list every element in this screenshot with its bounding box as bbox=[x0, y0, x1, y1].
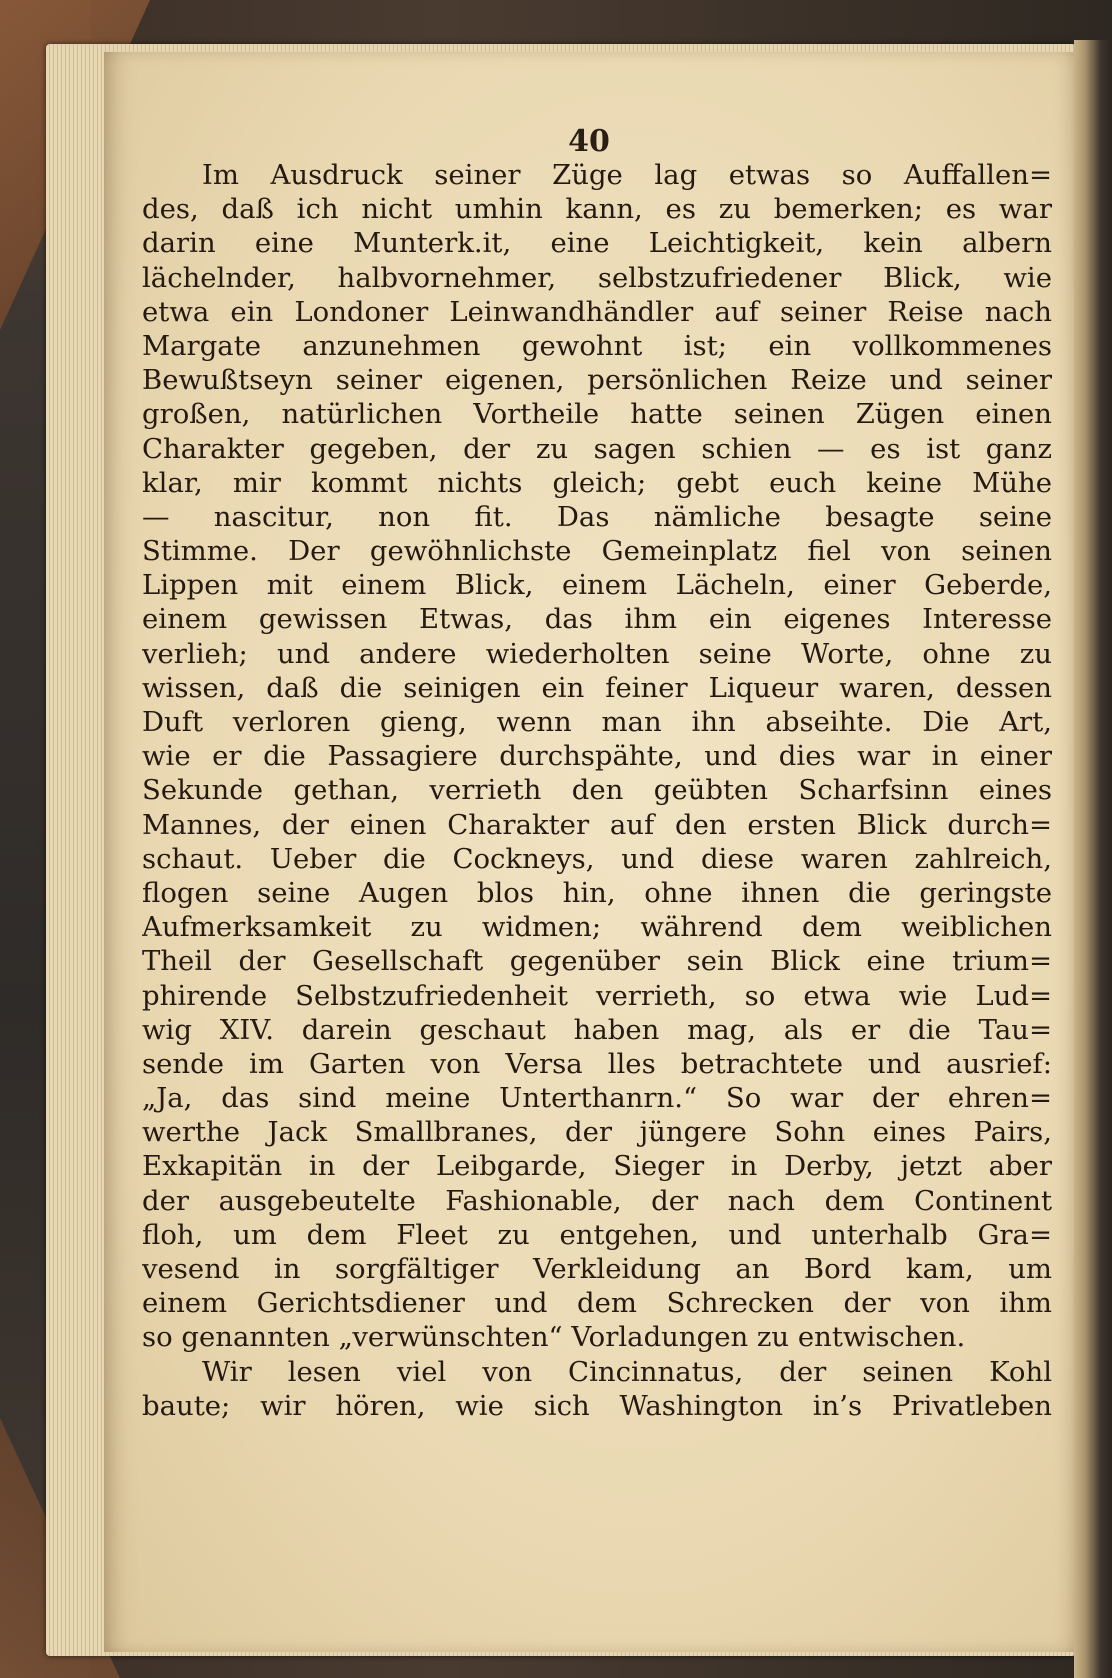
facing-page-edge bbox=[1074, 40, 1112, 1678]
text-line: Stimme. Der gewöhnlichste Gemeinplatz fiel von seinen bbox=[142, 535, 1052, 568]
text-line: etwa ein Londoner Leinwandhändler auf seiner Reise nach bbox=[142, 295, 1052, 328]
text-line: so genannten „verwünschten“ Vorladungen zu entwischen. bbox=[142, 1321, 966, 1354]
text-line: phirende Selbstzufriedenheit verrieth, so etwa wie Lud= bbox=[142, 979, 1052, 1012]
text-line: schaut. Ueber die Cockneys, und diese waren zahlreich, bbox=[142, 842, 1052, 875]
text-line: vesend in sorgfältiger Verkleidung an Bord kam, um bbox=[142, 1253, 1052, 1285]
text-line: Aufmerksamkeit zu widmen; während dem weiblichen bbox=[142, 911, 1052, 944]
text-line: Margate anzunehmen gewohnt ist; ein vollkommenes bbox=[142, 329, 1052, 362]
text-line: Mannes, der einen Charakter auf den ersten Blick durch= bbox=[142, 808, 1052, 841]
text-line: floh, um dem Fleet zu entgehen, und unterhalb Gra= bbox=[142, 1218, 1052, 1251]
text-line: werthe Jack Smallbranes, der jüngere Sohn eines Pairs, bbox=[142, 1116, 1052, 1149]
text-line: klar, mir kommt nichts gleich; gebt euch keine Mühe bbox=[142, 466, 1052, 499]
text-line: baute; wir hören, wie sich Washington in’s Privatleben bbox=[142, 1389, 1052, 1422]
text-line: Sekunde gethan, verrieth den geübten Scharfsinn eines bbox=[142, 774, 1052, 807]
text-line: der ausgebeutelte Fashionable, der nach dem Continent bbox=[142, 1184, 1052, 1217]
page-number: 40 bbox=[568, 124, 610, 159]
text-line: Exkapitän in der Leibgarde, Sieger in Derby, jetzt aber bbox=[142, 1150, 1052, 1183]
text-line: großen, natürlichen Vortheile hatte seinen Zügen einen bbox=[142, 398, 1052, 431]
text-line: Bewußtseyn seiner eigenen, persönlichen Reize und seiner bbox=[142, 364, 1052, 397]
text-line: wissen, daß die seinigen ein feiner Liqueur waren, dessen bbox=[142, 671, 1052, 704]
text-line: flogen seine Augen blos hin, ohne ihnen die geringste bbox=[142, 876, 1052, 909]
text-line: Lippen mit einem Blick, einem Lächeln, einer Geberde, bbox=[142, 569, 1052, 602]
text-line: einem gewissen Etwas, das ihm ein eigenes Interesse bbox=[142, 603, 1052, 636]
text-line: lächelnder, halbvornehmer, selbstzufriedener Blick, wie bbox=[142, 261, 1052, 294]
text-line: wie er die Passagiere durchspähte, und dies war in einer bbox=[142, 740, 1052, 773]
text-line: „Ja, das sind meine Unterthanrn.“ So war der ehren= bbox=[142, 1082, 1052, 1115]
text-line: darin eine Munterk.it, eine Leichtigkeit, kein albern bbox=[142, 227, 1052, 260]
text-line: des, daß ich nicht umhin kann, es zu bemerken; es war bbox=[142, 193, 1052, 226]
text-line: verlieh; und andere wiederholten seine Worte, ohne zu bbox=[142, 637, 1052, 670]
text-line: — nascitur, non fit. Das nämliche besagte seine bbox=[142, 500, 1052, 533]
text-line: einem Gerichtsdiener und dem Schrecken der von ihm bbox=[142, 1287, 1052, 1320]
text-line: Wir lesen viel von Cincinnatus, der seinen Kohl bbox=[202, 1355, 1052, 1388]
text-line: Charakter gegeben, der zu sagen schien — es ist ganz bbox=[142, 432, 1052, 465]
page-text bbox=[142, 158, 1052, 1423]
text-line: Theil der Gesellschaft gegenüber sein Blick eine trium= bbox=[142, 945, 1052, 978]
text-line: Im Ausdruck seiner Züge lag etwas so Auffallen= bbox=[202, 159, 1052, 191]
text-line: Duft verloren gieng, wenn man ihn abseihte. Die Art, bbox=[142, 706, 1052, 738]
text-line: sende im Garten von Versa lles betrachtete und ausrief: bbox=[142, 1047, 1052, 1080]
text-line: wig XIV. darein geschaut haben mag, als er die Tau= bbox=[142, 1013, 1052, 1046]
